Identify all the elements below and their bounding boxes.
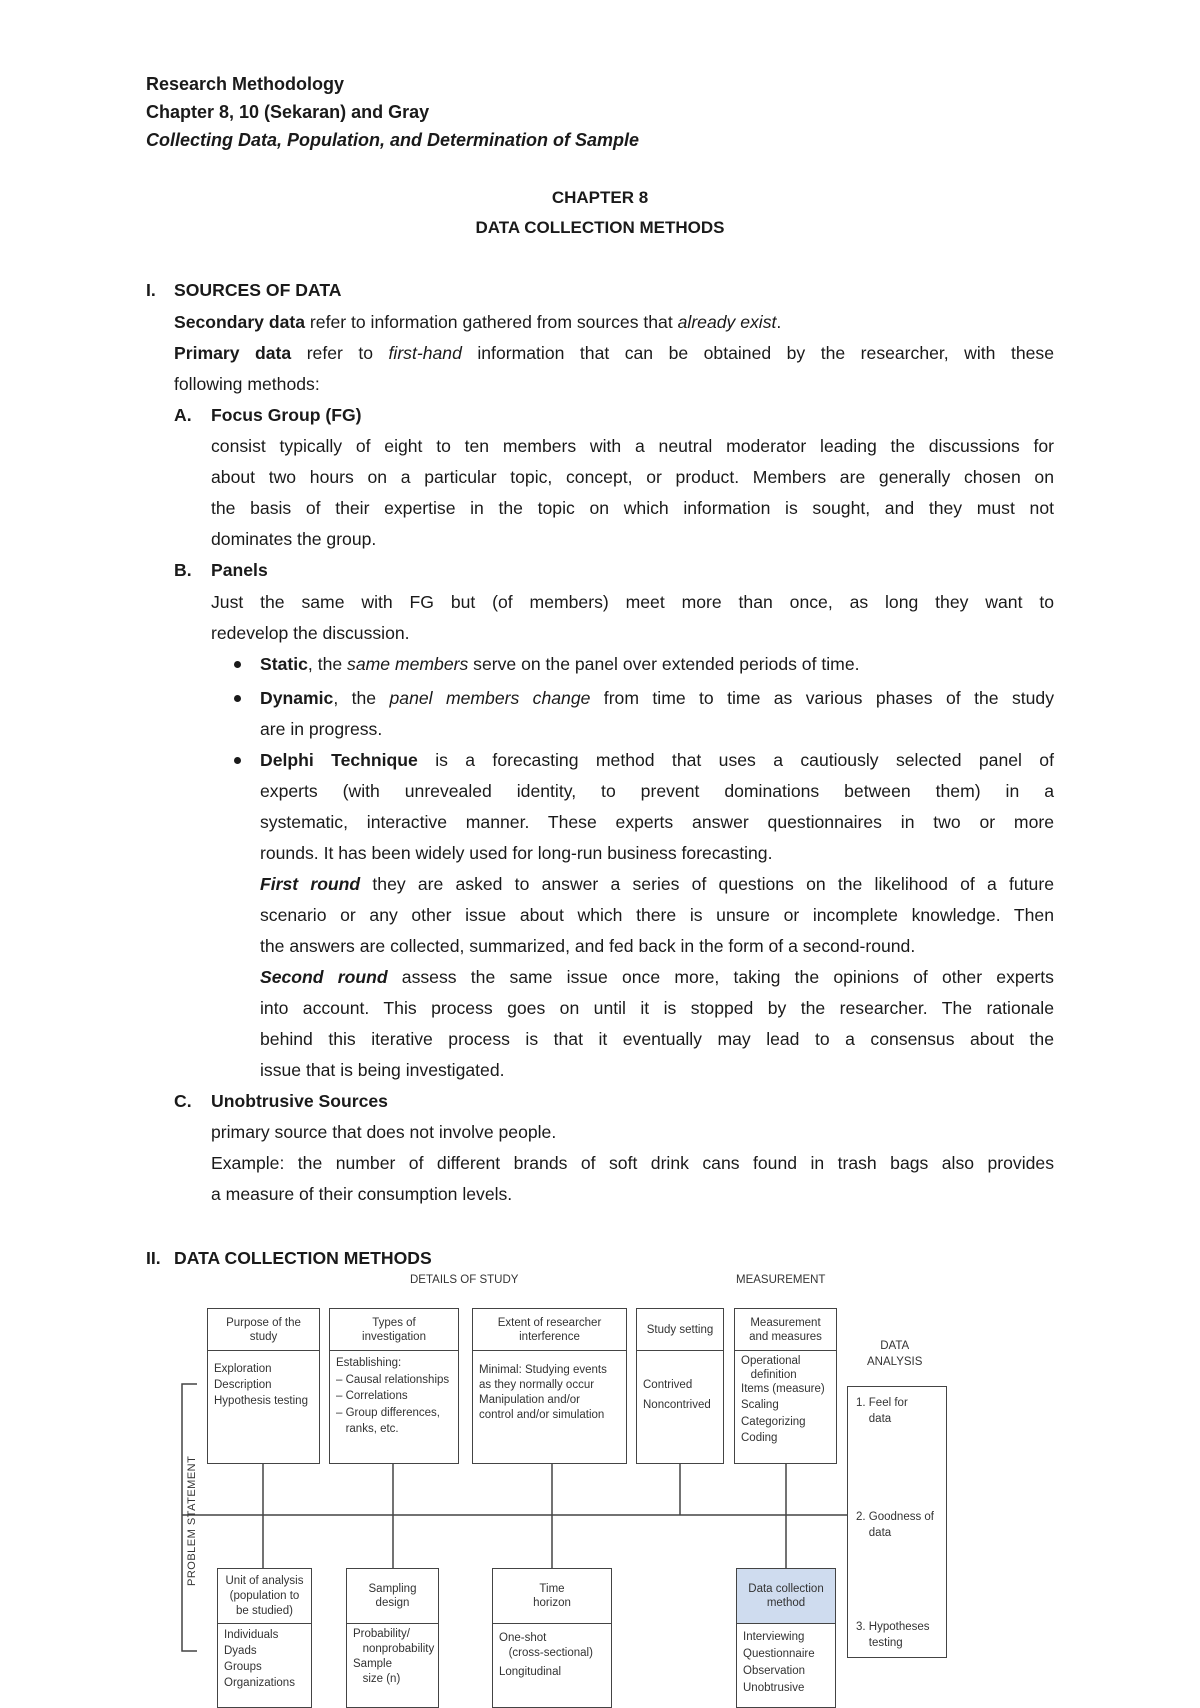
text-line: the basis of their expertise in the topic on which information is sought, and they must not <box>211 498 1054 518</box>
second-round-item <box>260 967 1054 987</box>
italic-text: same members <box>347 654 469 674</box>
box-item: Interviewing <box>743 1631 805 1643</box>
text-line: primary source that does not involve people. <box>211 1122 557 1142</box>
box-header <box>735 1309 836 1351</box>
data-analysis-label <box>867 1338 922 1370</box>
header-line: Types of <box>372 1316 416 1329</box>
text-line: behind this iterative process is that it eventually may lead to a consensus about the <box>260 1029 1054 1049</box>
header-line: method <box>766 1597 806 1609</box>
text: , the <box>307 654 348 674</box>
section-title: SOURCES OF DATA <box>174 280 342 300</box>
text-line: following methods: <box>174 374 320 394</box>
box-item: Minimal: Studying events <box>479 1364 607 1376</box>
item-line: testing <box>856 1637 903 1649</box>
header-line: horizon <box>533 1597 571 1609</box>
bullet-icon <box>234 661 241 668</box>
header-line: Measurement <box>750 1316 821 1329</box>
bullet-icon <box>234 695 241 702</box>
data-collection-method-box <box>736 1568 836 1708</box>
text-line: Example: the number of different brands of soft drink cans found in trash bags also provides <box>211 1153 1054 1173</box>
secondary-data-definition <box>174 312 781 332</box>
researcher-interference-box <box>472 1308 627 1464</box>
box-item: Hypothesis testing <box>214 1395 308 1407</box>
text: from time to time as various phases of the study <box>590 688 1054 708</box>
box-header <box>737 1569 835 1624</box>
box-item: Manipulation and/or <box>479 1394 581 1406</box>
item-line: data <box>856 1527 892 1539</box>
item-line: data <box>856 1413 892 1425</box>
header-line: and measures <box>749 1330 822 1343</box>
box-item: Description <box>214 1379 272 1391</box>
box-item: as they normally occur <box>479 1379 595 1391</box>
details-of-study-label: DETAILS OF STUDY <box>410 1274 519 1286</box>
box-items <box>224 1627 308 1691</box>
study-setting-box <box>636 1308 724 1464</box>
box-item: Coding <box>741 1432 778 1444</box>
box-item: size (n) <box>353 1673 401 1685</box>
subsection-title: Focus Group (FG) <box>211 405 362 425</box>
header-line: Data collection <box>748 1583 824 1595</box>
box-header <box>208 1309 319 1351</box>
sampling-design-box <box>346 1568 439 1708</box>
box-item: Scaling <box>741 1399 779 1411</box>
box-item: Sample <box>353 1658 392 1670</box>
delphi-item <box>260 750 1054 770</box>
term: Secondary data <box>174 312 306 332</box>
text: assess the same issue once more, taking the opinions of other experts <box>387 967 1054 987</box>
box-item: Noncontrived <box>643 1399 711 1411</box>
box-header <box>493 1569 611 1624</box>
label-line: ANALYSIS <box>867 1356 923 1368</box>
time-horizon-box <box>492 1568 612 1708</box>
text-line: dominates the group. <box>211 529 377 549</box>
research-design-diagram <box>0 1268 1200 1696</box>
header-line: Purpose of the <box>226 1316 301 1329</box>
list-marker: A. <box>174 405 192 425</box>
header-line: Unit of analysis <box>225 1574 304 1587</box>
text-line: Just the same with FG but (of members) meet more than once, as long they want to <box>211 592 1054 612</box>
text-line: issue that is being investigated. <box>260 1060 505 1080</box>
analysis-item <box>856 1509 943 1541</box>
box-item: – Group differences, <box>336 1406 440 1419</box>
header-line: (population to <box>229 1589 300 1602</box>
text-line: the answers are collected, summarized, and fed back in the form of a second-round. <box>260 936 916 956</box>
section-title: DATA COLLECTION METHODS <box>174 1248 432 1268</box>
document-subtitle: Collecting Data, Population, and Determination of Sample <box>146 130 640 150</box>
box-item: control and/or simulation <box>479 1409 605 1421</box>
italic-text: first-hand <box>388 343 462 363</box>
chapters-line: Chapter 8, 10 (Sekaran) and Gray <box>146 102 430 122</box>
text-line: a measure of their consumption levels. <box>211 1184 513 1204</box>
term: Primary data <box>174 343 292 363</box>
italic-text: already exist <box>677 312 777 332</box>
header-line: Study setting <box>646 1323 714 1336</box>
box-item: – Correlations <box>336 1390 408 1402</box>
data-analysis-box <box>847 1386 947 1658</box>
measurement-label: MEASUREMENT <box>736 1274 826 1286</box>
box-item: Individuals <box>224 1629 279 1641</box>
investigation-type-box <box>329 1308 459 1464</box>
header-line: Extent of researcher <box>497 1316 602 1329</box>
course-title: Research Methodology <box>146 74 345 94</box>
text: . <box>776 312 782 332</box>
box-header <box>347 1569 438 1624</box>
box-item: ranks, etc. <box>336 1423 399 1435</box>
text-line: experts (with unrevealed identity, to prevent dominations between them) in a <box>260 781 1054 801</box>
item-line: 3. Hypotheses <box>856 1621 930 1633</box>
header-line: study <box>249 1330 278 1343</box>
term: Dynamic <box>260 688 334 708</box>
first-round-item <box>260 874 1054 894</box>
italic-text: panel members change <box>389 688 591 708</box>
box-item: Dyads <box>224 1645 257 1657</box>
box-item: Categorizing <box>741 1415 806 1428</box>
text: information that can be obtained by the researcher, with these <box>461 343 1054 363</box>
box-item: (cross-sectional) <box>499 1647 593 1659</box>
box-items <box>499 1631 608 1680</box>
text: , the <box>333 688 390 708</box>
section-numeral: I. <box>146 280 156 300</box>
box-item: Operational <box>741 1355 801 1367</box>
box-item: Observation <box>743 1665 806 1677</box>
text-line: systematic, interactive manner. These experts answer questionnaires in two or more <box>260 812 1054 832</box>
dynamic-item <box>260 688 1054 708</box>
chapter-number: CHAPTER 8 <box>551 188 649 207</box>
box-header <box>330 1309 458 1351</box>
text-line: into account. This process goes on until it is stopped by the researcher. The rationale <box>260 998 1054 1018</box>
section-numeral: II. <box>146 1248 161 1268</box>
box-item: Items (measure) <box>741 1382 825 1395</box>
item-line: 1. Feel for <box>856 1397 908 1409</box>
header-line: Time <box>539 1583 565 1595</box>
text-line: about two hours on a particular topic, concept, or product. Members are generally chosen on <box>211 467 1054 487</box>
analysis-item <box>856 1619 943 1651</box>
box-item: Probability/ <box>353 1628 410 1640</box>
box-items <box>214 1361 316 1409</box>
box-header <box>218 1569 311 1624</box>
box-item: nonprobability <box>353 1643 435 1655</box>
box-item: Groups <box>224 1661 262 1673</box>
text-line: consist typically of eight to ten members with a neutral moderator leading the discussions for <box>211 436 1054 456</box>
text: refer to information gathered from sources that <box>305 312 678 332</box>
list-marker: C. <box>174 1091 192 1111</box>
measurement-box <box>734 1308 837 1464</box>
list-marker: B. <box>174 560 192 580</box>
box-items <box>479 1363 623 1423</box>
box-items <box>741 1353 833 1447</box>
box-item: Unobtrusive <box>743 1682 805 1694</box>
header-line: design <box>375 1597 410 1609</box>
box-items <box>643 1375 720 1415</box>
text-line: rounds. It has been widely used for long-run business forecasting. <box>260 843 773 863</box>
text: refer to <box>291 343 389 363</box>
header-line: be studied) <box>236 1604 293 1617</box>
problem-statement-label: PROBLEM STATEMENT <box>186 1455 198 1586</box>
box-item: Organizations <box>224 1677 295 1689</box>
header-line: interference <box>519 1330 580 1343</box>
term: Second round <box>260 967 388 987</box>
box-header <box>473 1309 626 1351</box>
text: they are asked to answer a series of questions on the likelihood of a future <box>360 874 1054 894</box>
static-item <box>260 654 860 674</box>
term: Static <box>260 654 308 674</box>
text: serve on the panel over extended periods of time. <box>468 654 860 674</box>
label-line: DATA <box>880 1340 910 1352</box>
subsection-title: Panels <box>211 560 268 580</box>
box-header <box>637 1309 723 1351</box>
text-line: are in progress. <box>260 719 383 739</box>
box-item: Exploration <box>214 1363 272 1375</box>
box-items <box>743 1629 832 1697</box>
box-items <box>336 1355 455 1438</box>
box-item: Longitudinal <box>499 1666 562 1678</box>
term: First round <box>260 874 361 894</box>
item-line: 2. Goodness of <box>856 1511 934 1523</box>
primary-data-definition <box>174 343 1054 363</box>
box-items <box>353 1627 435 1687</box>
chapter-title: DATA COLLECTION METHODS <box>475 218 725 237</box>
term: Delphi Technique <box>260 750 418 770</box>
header-line: Sampling <box>368 1583 417 1595</box>
text-line: scenario or any other issue about which there is unsure or incomplete knowledge. Then <box>260 905 1054 925</box>
header-line: investigation <box>362 1330 426 1343</box>
box-item: definition <box>741 1368 797 1381</box>
bullet-icon <box>234 757 241 764</box>
box-item: – Causal relationships <box>336 1373 450 1386</box>
text-line: redevelop the discussion. <box>211 623 410 643</box>
analysis-item <box>856 1395 943 1427</box>
subsection-title: Unobtrusive Sources <box>211 1091 388 1111</box>
box-item: Establishing: <box>336 1357 402 1369</box>
box-item: One-shot <box>499 1632 547 1644</box>
unit-of-analysis-box <box>217 1568 312 1708</box>
box-item: Questionnaire <box>743 1648 815 1660</box>
text: is a forecasting method that uses a cautiously selected panel of <box>417 750 1054 770</box>
purpose-box <box>207 1308 320 1464</box>
box-item: Contrived <box>643 1379 693 1391</box>
